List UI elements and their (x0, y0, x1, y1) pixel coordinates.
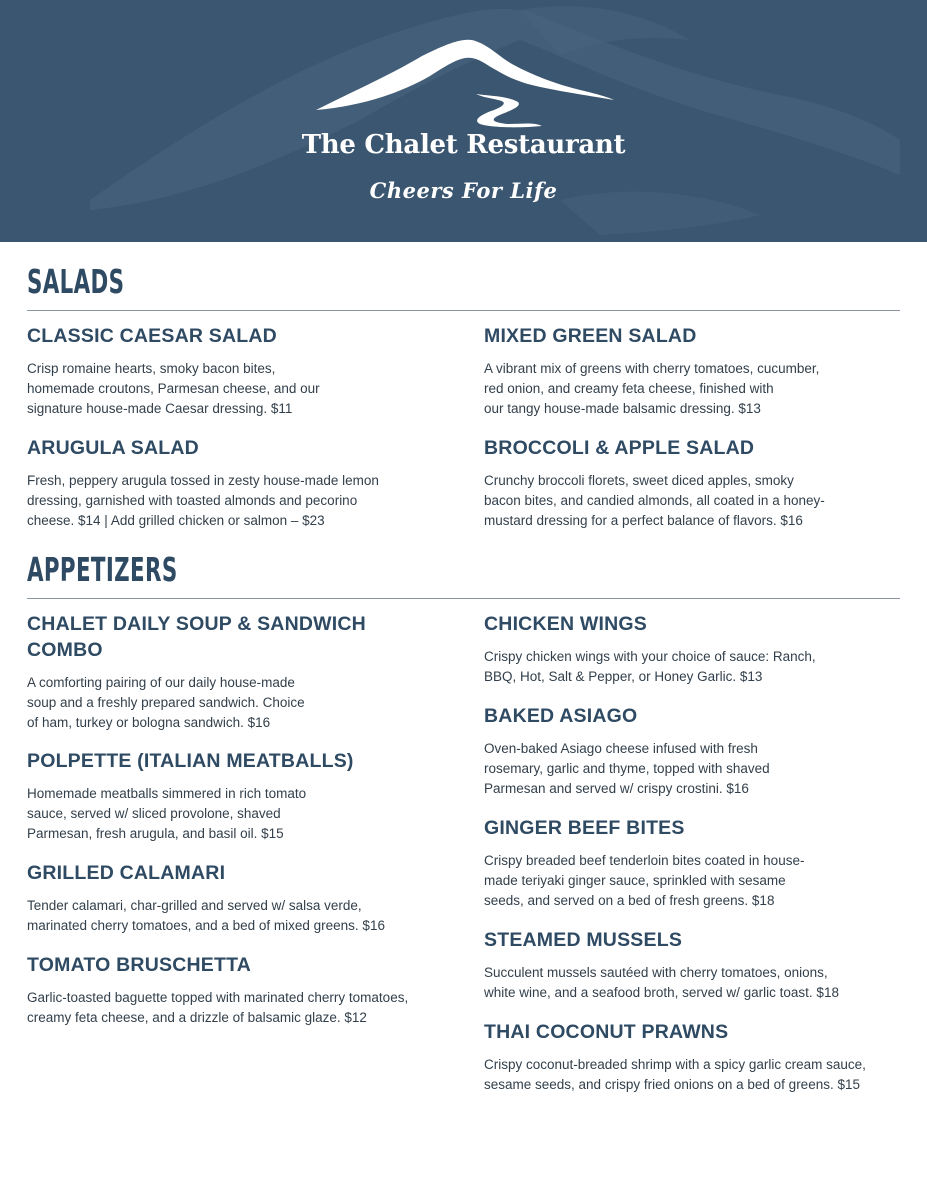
section-title-salads: SALADS (27, 262, 125, 301)
restaurant-name: The Chalet Restaurant (301, 130, 626, 160)
menu-header (0, 0, 927, 242)
menu-item-name: MIXED GREEN SALAD (484, 325, 697, 347)
menu-item-name: POLPETTE (ITALIAN MEATBALLS) (27, 750, 354, 772)
menu-item (484, 1019, 904, 1095)
menu-item-description: A comforting pairing of our daily house-made soup and a freshly prepared sandwich. Choice of ham, turkey or bologna sandwich. $16 (27, 675, 305, 730)
menu-item (484, 703, 904, 799)
menu-item-description: Tender calamari, char-grilled and served w/ salsa verde, marinated cherry tomatoes, and a bed of mixed greens. $16 (27, 898, 385, 933)
menu-item (484, 323, 904, 419)
menu-item-description: Crispy breaded beef tenderloin bites coated in house- made teriyaki ginger sauce, sprinkled with sesame seeds, and served on a bed of fresh greens. $18 (484, 853, 805, 908)
menu-item (27, 748, 447, 844)
menu-item-name: ARUGULA SALAD (27, 437, 199, 459)
menu-item-description: Succulent mussels sautéed with cherry tomatoes, onions, white wine, and a seafood broth, served w/ garlic toast. $18 (484, 965, 839, 1000)
menu-item (484, 435, 904, 531)
section-divider (27, 598, 900, 599)
menu-item-name: BROCCOLI & APPLE SALAD (484, 437, 755, 459)
menu-item-description: Homemade meatballs simmered in rich tomato sauce, served w/ sliced provolone, shaved Parmesan, fresh arugula, and basil oil. $15 (27, 786, 307, 841)
menu-item-description: Oven-baked Asiago cheese infused with fresh rosemary, garlic and thyme, topped with shaved Parmesan and served w/ crispy crostini. $16 (484, 741, 770, 796)
section-title-appetizers: APPETIZERS (27, 550, 178, 589)
menu-item-name: BAKED ASIAGO (484, 705, 638, 727)
menu-item-name: GRILLED CALAMARI (27, 862, 226, 884)
menu-item-description: Garlic-toasted baguette topped with marinated cherry tomatoes, creamy feta cheese, and a drizzle of balsamic glaze. $12 (27, 990, 409, 1025)
menu-item-name: GINGER BEEF BITES (484, 817, 685, 839)
menu-item (484, 927, 904, 1003)
menu-item-description: Crispy chicken wings with your choice of sauce: Ranch, BBQ, Hot, Salt & Pepper, or Honey Garlic. $13 (484, 649, 816, 684)
menu-item-description: A vibrant mix of greens with cherry tomatoes, cucumber, red onion, and creamy feta cheese, finished with our tangy house-made balsamic dressing. $13 (484, 361, 820, 416)
menu-item-name: STEAMED MUSSELS (484, 929, 683, 951)
mountain-road-logo-icon (312, 34, 616, 130)
menu-item-name: CHALET DAILY SOUP & SANDWICH COMBO (27, 613, 366, 661)
menu-item (484, 815, 904, 911)
menu-item (484, 611, 904, 687)
menu-item-name: CLASSIC CAESAR SALAD (27, 325, 277, 347)
menu-item-description: Fresh, peppery arugula tossed in zesty house-made lemon dressing, garnished with toasted almonds and pecorino cheese. $14 | Add grilled chicken or salmon – $23 (27, 473, 379, 528)
menu-item (27, 323, 447, 419)
menu-item-name: THAI COCONUT PRAWNS (484, 1021, 729, 1043)
menu-item-description: Crunchy broccoli florets, sweet diced apples, smoky bacon bites, and candied almonds, all coated in a honey- mustard dressing for a perfect balance of flavors. $16 (484, 473, 825, 528)
menu-item (27, 435, 447, 531)
section-divider (27, 310, 900, 311)
menu-item (27, 611, 447, 733)
menu-item (27, 952, 447, 1028)
menu-item-description: Crispy coconut-breaded shrimp with a spicy garlic cream sauce, sesame seeds, and crispy fried onions on a bed of greens. $15 (484, 1057, 866, 1092)
tagline: Cheers For Life (369, 178, 558, 203)
menu-item (27, 860, 447, 936)
menu-item-description: Crisp romaine hearts, smoky bacon bites, homemade croutons, Parmesan cheese, and our signature house-made Caesar dressing. $11 (27, 361, 320, 416)
menu-item-name: TOMATO BRUSCHETTA (27, 954, 252, 976)
menu-item-name: CHICKEN WINGS (484, 613, 647, 635)
